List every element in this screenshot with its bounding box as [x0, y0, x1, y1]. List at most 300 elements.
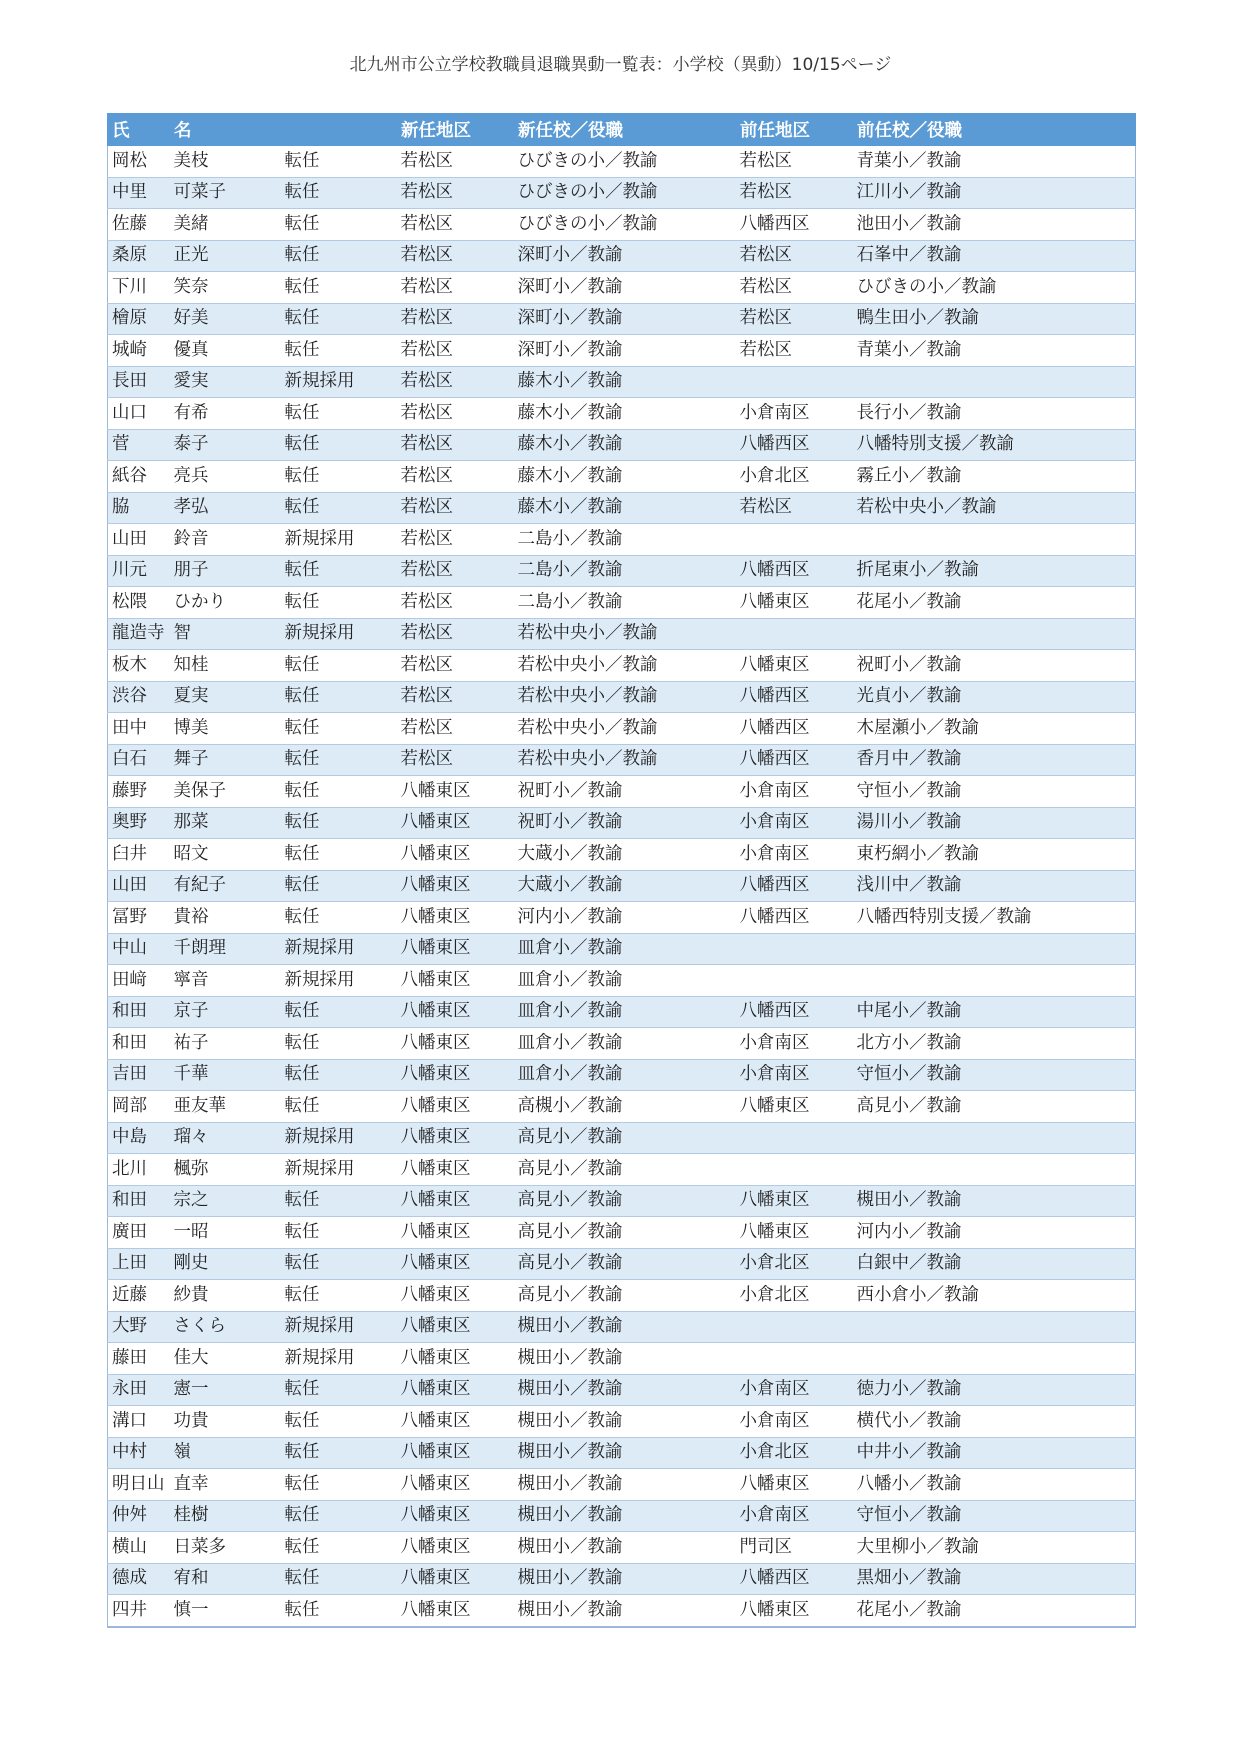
cell-prev-district: 若松区 — [736, 240, 853, 272]
cell-new-district: 若松区 — [397, 209, 514, 241]
cell-given-name: 博美 — [170, 713, 281, 745]
cell-surname: 中島 — [108, 1122, 170, 1154]
table-row — [108, 618, 1136, 650]
cell-new-district: 八幡東区 — [397, 902, 514, 934]
cell-prev-school: 横代小／教諭 — [853, 1406, 1136, 1438]
cell-prev-district — [736, 618, 853, 650]
cell-given-name: 一昭 — [170, 1217, 281, 1249]
cell-new-district: 若松区 — [397, 146, 514, 178]
cell-prev-district: 小倉南区 — [736, 1406, 853, 1438]
cell-surname: 北川 — [108, 1154, 170, 1186]
cell-surname: 和田 — [108, 1185, 170, 1217]
table-row — [108, 1311, 1136, 1343]
cell-given-name: 朋子 — [170, 555, 281, 587]
cell-surname: 中里 — [108, 177, 170, 209]
cell-prev-district: 若松区 — [736, 492, 853, 524]
cell-new-school: 二島小／教諭 — [514, 555, 736, 587]
table-row — [108, 744, 1136, 776]
cell-prev-district: 小倉南区 — [736, 1500, 853, 1532]
cell-kind: 転任 — [281, 1563, 397, 1595]
table-row — [108, 461, 1136, 493]
cell-new-district: 八幡東区 — [397, 1469, 514, 1501]
cell-given-name: 美保子 — [170, 776, 281, 808]
table-row — [108, 1563, 1136, 1595]
cell-new-school: 高見小／教諭 — [514, 1217, 736, 1249]
cell-new-district: 若松区 — [397, 492, 514, 524]
cell-new-school: ひびきの小／教諭 — [514, 209, 736, 241]
table-row — [108, 1154, 1136, 1186]
cell-prev-school: 長行小／教諭 — [853, 398, 1136, 430]
cell-surname: 田﨑 — [108, 965, 170, 997]
cell-new-district: 若松区 — [397, 303, 514, 335]
cell-given-name: 千華 — [170, 1059, 281, 1091]
cell-new-district: 八幡東区 — [397, 1406, 514, 1438]
cell-kind: 転任 — [281, 1374, 397, 1406]
cell-new-district: 八幡東区 — [397, 1563, 514, 1595]
cell-prev-district: 八幡東区 — [736, 1217, 853, 1249]
cell-new-district: 若松区 — [397, 398, 514, 430]
cell-surname: 城崎 — [108, 335, 170, 367]
cell-kind: 新規採用 — [281, 1154, 397, 1186]
cell-prev-school: 江川小／教諭 — [853, 177, 1136, 209]
cell-kind: 転任 — [281, 870, 397, 902]
cell-prev-district: 八幡西区 — [736, 1563, 853, 1595]
cell-surname: 下川 — [108, 272, 170, 304]
cell-prev-district: 八幡東区 — [736, 1469, 853, 1501]
cell-new-school: 藤木小／教諭 — [514, 366, 736, 398]
cell-kind: 転任 — [281, 713, 397, 745]
cell-given-name: 瑠々 — [170, 1122, 281, 1154]
cell-new-district: 八幡東区 — [397, 965, 514, 997]
cell-prev-district: 八幡西区 — [736, 555, 853, 587]
cell-given-name: 京子 — [170, 996, 281, 1028]
cell-new-school: 槻田小／教諭 — [514, 1311, 736, 1343]
cell-kind: 転任 — [281, 492, 397, 524]
cell-surname: 龍造寺 — [108, 618, 170, 650]
cell-new-school: 槻田小／教諭 — [514, 1343, 736, 1375]
cell-kind: 転任 — [281, 1059, 397, 1091]
cell-new-school: 河内小／教諭 — [514, 902, 736, 934]
cell-surname: 和田 — [108, 996, 170, 1028]
cell-prev-school: 西小倉小／教諭 — [853, 1280, 1136, 1312]
cell-kind: 転任 — [281, 902, 397, 934]
cell-given-name: 美枝 — [170, 146, 281, 178]
header-prev-district: 前任地区 — [736, 114, 853, 146]
cell-new-school: 皿倉小／教諭 — [514, 965, 736, 997]
cell-new-district: 若松区 — [397, 461, 514, 493]
cell-kind: 転任 — [281, 1248, 397, 1280]
cell-given-name: 可菜子 — [170, 177, 281, 209]
cell-new-school: 槻田小／教諭 — [514, 1532, 736, 1564]
cell-surname: 田中 — [108, 713, 170, 745]
cell-new-school: 大蔵小／教諭 — [514, 870, 736, 902]
cell-surname: 菅 — [108, 429, 170, 461]
cell-given-name: 祐子 — [170, 1028, 281, 1060]
cell-new-school: 深町小／教諭 — [514, 272, 736, 304]
cell-prev-school: 守恒小／教諭 — [853, 776, 1136, 808]
cell-kind: 新規採用 — [281, 933, 397, 965]
table-row — [108, 681, 1136, 713]
header-kind — [281, 114, 397, 146]
cell-prev-school: 香月中／教諭 — [853, 744, 1136, 776]
cell-prev-school: 花尾小／教諭 — [853, 1595, 1136, 1627]
cell-given-name: 慎一 — [170, 1595, 281, 1627]
header-new-school: 新任校／役職 — [514, 114, 736, 146]
cell-prev-school: 浅川中／教諭 — [853, 870, 1136, 902]
cell-surname: 溝口 — [108, 1406, 170, 1438]
cell-prev-district: 小倉北区 — [736, 461, 853, 493]
cell-prev-school: 守恒小／教諭 — [853, 1059, 1136, 1091]
table-row — [108, 1217, 1136, 1249]
cell-prev-school — [853, 1154, 1136, 1186]
cell-kind: 転任 — [281, 146, 397, 178]
cell-given-name: 夏実 — [170, 681, 281, 713]
cell-new-district: 八幡東区 — [397, 1122, 514, 1154]
table-row — [108, 492, 1136, 524]
cell-new-district: 八幡東区 — [397, 1374, 514, 1406]
cell-kind: 転任 — [281, 429, 397, 461]
cell-prev-district: 小倉南区 — [736, 776, 853, 808]
cell-given-name: 嶺 — [170, 1437, 281, 1469]
cell-kind: 新規採用 — [281, 366, 397, 398]
cell-prev-district — [736, 1122, 853, 1154]
cell-surname: 藤野 — [108, 776, 170, 808]
table-row — [108, 965, 1136, 997]
cell-kind: 転任 — [281, 839, 397, 871]
cell-prev-district: 八幡西区 — [736, 902, 853, 934]
cell-kind: 転任 — [281, 335, 397, 367]
cell-prev-district: 門司区 — [736, 1532, 853, 1564]
cell-new-district: 八幡東区 — [397, 1311, 514, 1343]
table-row — [108, 1595, 1136, 1627]
cell-prev-school: 中尾小／教諭 — [853, 996, 1136, 1028]
cell-prev-school — [853, 618, 1136, 650]
cell-new-school: 槻田小／教諭 — [514, 1437, 736, 1469]
cell-new-school: ひびきの小／教諭 — [514, 177, 736, 209]
cell-kind: 転任 — [281, 240, 397, 272]
table-row — [108, 1343, 1136, 1375]
cell-new-district: 若松区 — [397, 618, 514, 650]
cell-new-district: 若松区 — [397, 555, 514, 587]
cell-prev-school: ひびきの小／教諭 — [853, 272, 1136, 304]
cell-surname: 山田 — [108, 524, 170, 556]
cell-prev-school: 霧丘小／教諭 — [853, 461, 1136, 493]
cell-new-district: 八幡東区 — [397, 933, 514, 965]
cell-new-school: 若松中央小／教諭 — [514, 650, 736, 682]
cell-new-school: 高見小／教諭 — [514, 1248, 736, 1280]
cell-given-name: 宗之 — [170, 1185, 281, 1217]
cell-new-district: 八幡東区 — [397, 1248, 514, 1280]
cell-new-district: 若松区 — [397, 713, 514, 745]
cell-surname: 岡松 — [108, 146, 170, 178]
table-row — [108, 1469, 1136, 1501]
cell-new-district: 若松区 — [397, 335, 514, 367]
cell-new-district: 八幡東区 — [397, 1532, 514, 1564]
cell-prev-district: 小倉南区 — [736, 398, 853, 430]
cell-given-name: 舞子 — [170, 744, 281, 776]
cell-prev-district: 小倉南区 — [736, 839, 853, 871]
cell-kind: 転任 — [281, 776, 397, 808]
cell-prev-district: 八幡西区 — [736, 870, 853, 902]
cell-new-school: 高槻小／教諭 — [514, 1091, 736, 1123]
table-row — [108, 524, 1136, 556]
cell-new-school: 深町小／教諭 — [514, 335, 736, 367]
cell-given-name: 日菜多 — [170, 1532, 281, 1564]
table-row — [108, 1028, 1136, 1060]
cell-new-district: 若松区 — [397, 429, 514, 461]
cell-prev-school: 池田小／教諭 — [853, 209, 1136, 241]
cell-kind: 転任 — [281, 1406, 397, 1438]
cell-prev-district: 若松区 — [736, 335, 853, 367]
cell-surname: 長田 — [108, 366, 170, 398]
cell-prev-district — [736, 1343, 853, 1375]
cell-new-district: 八幡東区 — [397, 1091, 514, 1123]
cell-new-school: 皿倉小／教諭 — [514, 1028, 736, 1060]
table-body — [108, 146, 1136, 1627]
cell-new-district: 八幡東区 — [397, 807, 514, 839]
cell-prev-school: 守恒小／教諭 — [853, 1500, 1136, 1532]
cell-surname: 渋谷 — [108, 681, 170, 713]
cell-new-school: 槻田小／教諭 — [514, 1595, 736, 1627]
cell-new-district: 若松区 — [397, 524, 514, 556]
header-new-district: 新任地区 — [397, 114, 514, 146]
cell-given-name: 楓弥 — [170, 1154, 281, 1186]
cell-surname: 板木 — [108, 650, 170, 682]
cell-prev-district: 八幡西区 — [736, 996, 853, 1028]
cell-kind: 転任 — [281, 1500, 397, 1532]
table-row — [108, 555, 1136, 587]
cell-new-district: 八幡東区 — [397, 776, 514, 808]
cell-new-district: 八幡東区 — [397, 1280, 514, 1312]
table-row — [108, 996, 1136, 1028]
cell-given-name: 笑奈 — [170, 272, 281, 304]
cell-new-district: 若松区 — [397, 587, 514, 619]
cell-prev-district: 八幡東区 — [736, 650, 853, 682]
cell-prev-school: 木屋瀬小／教諭 — [853, 713, 1136, 745]
cell-new-district: 八幡東区 — [397, 1500, 514, 1532]
cell-new-school: 藤木小／教諭 — [514, 429, 736, 461]
cell-prev-district: 小倉南区 — [736, 1374, 853, 1406]
cell-surname: 近藤 — [108, 1280, 170, 1312]
cell-prev-district: 小倉北区 — [736, 1248, 853, 1280]
cell-kind: 新規採用 — [281, 1311, 397, 1343]
cell-new-school: 藤木小／教諭 — [514, 398, 736, 430]
cell-prev-district: 八幡西区 — [736, 681, 853, 713]
cell-new-district: 八幡東区 — [397, 1154, 514, 1186]
cell-prev-school: 祝町小／教諭 — [853, 650, 1136, 682]
cell-new-district: 八幡東区 — [397, 1059, 514, 1091]
cell-prev-school: 徳力小／教諭 — [853, 1374, 1136, 1406]
staff-transfer-table — [107, 113, 1136, 1628]
cell-given-name: 正光 — [170, 240, 281, 272]
cell-kind: 転任 — [281, 1469, 397, 1501]
table-row — [108, 240, 1136, 272]
cell-prev-school: 白銀中／教諭 — [853, 1248, 1136, 1280]
cell-surname: 檜原 — [108, 303, 170, 335]
cell-prev-school: 花尾小／教諭 — [853, 587, 1136, 619]
cell-prev-school: 河内小／教諭 — [853, 1217, 1136, 1249]
cell-new-school: 高見小／教諭 — [514, 1280, 736, 1312]
cell-prev-district: 小倉南区 — [736, 807, 853, 839]
table-row — [108, 870, 1136, 902]
cell-new-district: 八幡東区 — [397, 839, 514, 871]
table-row — [108, 177, 1136, 209]
table-row — [108, 587, 1136, 619]
cell-prev-school — [853, 524, 1136, 556]
cell-kind: 転任 — [281, 1437, 397, 1469]
table-row — [108, 933, 1136, 965]
cell-prev-district: 小倉北区 — [736, 1280, 853, 1312]
cell-given-name: 有紀子 — [170, 870, 281, 902]
cell-surname: 冨野 — [108, 902, 170, 934]
cell-given-name: 亜友華 — [170, 1091, 281, 1123]
cell-surname: 桑原 — [108, 240, 170, 272]
cell-kind: 転任 — [281, 807, 397, 839]
cell-prev-school: 八幡小／教諭 — [853, 1469, 1136, 1501]
cell-new-district: 八幡東区 — [397, 1217, 514, 1249]
cell-prev-district: 八幡東区 — [736, 1091, 853, 1123]
cell-prev-school: 青葉小／教諭 — [853, 335, 1136, 367]
cell-surname: 藤田 — [108, 1343, 170, 1375]
cell-new-district: 若松区 — [397, 240, 514, 272]
cell-prev-district: 若松区 — [736, 146, 853, 178]
cell-surname: 岡部 — [108, 1091, 170, 1123]
cell-given-name: 愛実 — [170, 366, 281, 398]
cell-prev-school: 折尾東小／教諭 — [853, 555, 1136, 587]
cell-prev-school: 青葉小／教諭 — [853, 146, 1136, 178]
cell-surname: 脇 — [108, 492, 170, 524]
cell-new-school: 深町小／教諭 — [514, 240, 736, 272]
table-row — [108, 1059, 1136, 1091]
cell-kind: 転任 — [281, 650, 397, 682]
cell-new-school: 皿倉小／教諭 — [514, 1059, 736, 1091]
cell-kind: 新規採用 — [281, 524, 397, 556]
cell-kind: 転任 — [281, 1185, 397, 1217]
cell-new-school: 槻田小／教諭 — [514, 1563, 736, 1595]
cell-new-school: 皿倉小／教諭 — [514, 933, 736, 965]
cell-given-name: 孝弘 — [170, 492, 281, 524]
cell-prev-district — [736, 524, 853, 556]
cell-prev-district: 八幡西区 — [736, 429, 853, 461]
cell-new-district: 若松区 — [397, 366, 514, 398]
table-row — [108, 1437, 1136, 1469]
cell-new-school: 高見小／教諭 — [514, 1185, 736, 1217]
cell-given-name: 智 — [170, 618, 281, 650]
cell-surname: 奥野 — [108, 807, 170, 839]
cell-surname: 廣田 — [108, 1217, 170, 1249]
cell-new-school: 高見小／教諭 — [514, 1122, 736, 1154]
cell-new-school: 槻田小／教諭 — [514, 1500, 736, 1532]
table-row — [108, 303, 1136, 335]
cell-kind: 転任 — [281, 555, 397, 587]
table-row — [108, 272, 1136, 304]
cell-new-school: 槻田小／教諭 — [514, 1469, 736, 1501]
cell-given-name: 泰子 — [170, 429, 281, 461]
cell-surname: 大野 — [108, 1311, 170, 1343]
cell-new-district: 八幡東区 — [397, 1343, 514, 1375]
cell-kind: 新規採用 — [281, 1343, 397, 1375]
cell-prev-district: 若松区 — [736, 272, 853, 304]
cell-prev-district: 八幡西区 — [736, 713, 853, 745]
cell-kind: 転任 — [281, 272, 397, 304]
cell-given-name: 佳大 — [170, 1343, 281, 1375]
cell-prev-school: 八幡特別支援／教諭 — [853, 429, 1136, 461]
cell-prev-district: 若松区 — [736, 303, 853, 335]
cell-kind: 転任 — [281, 398, 397, 430]
cell-given-name: 千朗理 — [170, 933, 281, 965]
cell-prev-school: 東朽網小／教諭 — [853, 839, 1136, 871]
cell-new-school: 祝町小／教諭 — [514, 776, 736, 808]
cell-given-name: さくら — [170, 1311, 281, 1343]
cell-new-school: 槻田小／教諭 — [514, 1374, 736, 1406]
cell-given-name: 功貴 — [170, 1406, 281, 1438]
cell-kind: 転任 — [281, 1028, 397, 1060]
cell-prev-district — [736, 1311, 853, 1343]
header-prev-school: 前任校／役職 — [853, 114, 1136, 146]
cell-new-school: ひびきの小／教諭 — [514, 146, 736, 178]
cell-prev-school — [853, 965, 1136, 997]
table-row — [108, 335, 1136, 367]
cell-prev-school: 鴨生田小／教諭 — [853, 303, 1136, 335]
cell-new-school: 皿倉小／教諭 — [514, 996, 736, 1028]
cell-given-name: 剛史 — [170, 1248, 281, 1280]
cell-new-district: 八幡東区 — [397, 870, 514, 902]
cell-new-district: 若松区 — [397, 177, 514, 209]
cell-new-school: 若松中央小／教諭 — [514, 681, 736, 713]
cell-prev-district — [736, 366, 853, 398]
cell-kind: 新規採用 — [281, 965, 397, 997]
cell-given-name: 優真 — [170, 335, 281, 367]
cell-prev-district: 八幡東区 — [736, 1595, 853, 1627]
cell-new-district: 八幡東区 — [397, 1437, 514, 1469]
cell-surname: 中山 — [108, 933, 170, 965]
page-title: 北九州市公立学校教職員退職異動一覧表：小学校（異動）10/15ページ — [349, 55, 892, 75]
cell-surname: 和田 — [108, 1028, 170, 1060]
table-row — [108, 650, 1136, 682]
cell-new-school: 槻田小／教諭 — [514, 1406, 736, 1438]
table-row — [108, 1374, 1136, 1406]
table-row — [108, 1122, 1136, 1154]
cell-new-district: 若松区 — [397, 681, 514, 713]
cell-surname: 白石 — [108, 744, 170, 776]
cell-new-school: 若松中央小／教諭 — [514, 618, 736, 650]
cell-prev-district: 小倉南区 — [736, 1028, 853, 1060]
cell-kind: 転任 — [281, 461, 397, 493]
cell-surname: 山田 — [108, 870, 170, 902]
cell-kind: 転任 — [281, 1217, 397, 1249]
cell-surname: 川元 — [108, 555, 170, 587]
cell-prev-district — [736, 1154, 853, 1186]
cell-new-school: 若松中央小／教諭 — [514, 744, 736, 776]
cell-surname: 上田 — [108, 1248, 170, 1280]
cell-prev-school: 槻田小／教諭 — [853, 1185, 1136, 1217]
cell-new-district: 八幡東区 — [397, 1028, 514, 1060]
cell-new-district: 若松区 — [397, 744, 514, 776]
header-given-name: 名 — [170, 114, 281, 146]
cell-new-school: 深町小／教諭 — [514, 303, 736, 335]
table-row — [108, 902, 1136, 934]
cell-prev-school — [853, 1122, 1136, 1154]
cell-new-district: 八幡東区 — [397, 996, 514, 1028]
table-row — [108, 1185, 1136, 1217]
cell-prev-district — [736, 965, 853, 997]
cell-prev-school: 北方小／教諭 — [853, 1028, 1136, 1060]
cell-new-district: 八幡東区 — [397, 1185, 514, 1217]
cell-given-name: 直幸 — [170, 1469, 281, 1501]
table-row — [108, 839, 1136, 871]
table-row — [108, 1500, 1136, 1532]
cell-prev-district — [736, 933, 853, 965]
